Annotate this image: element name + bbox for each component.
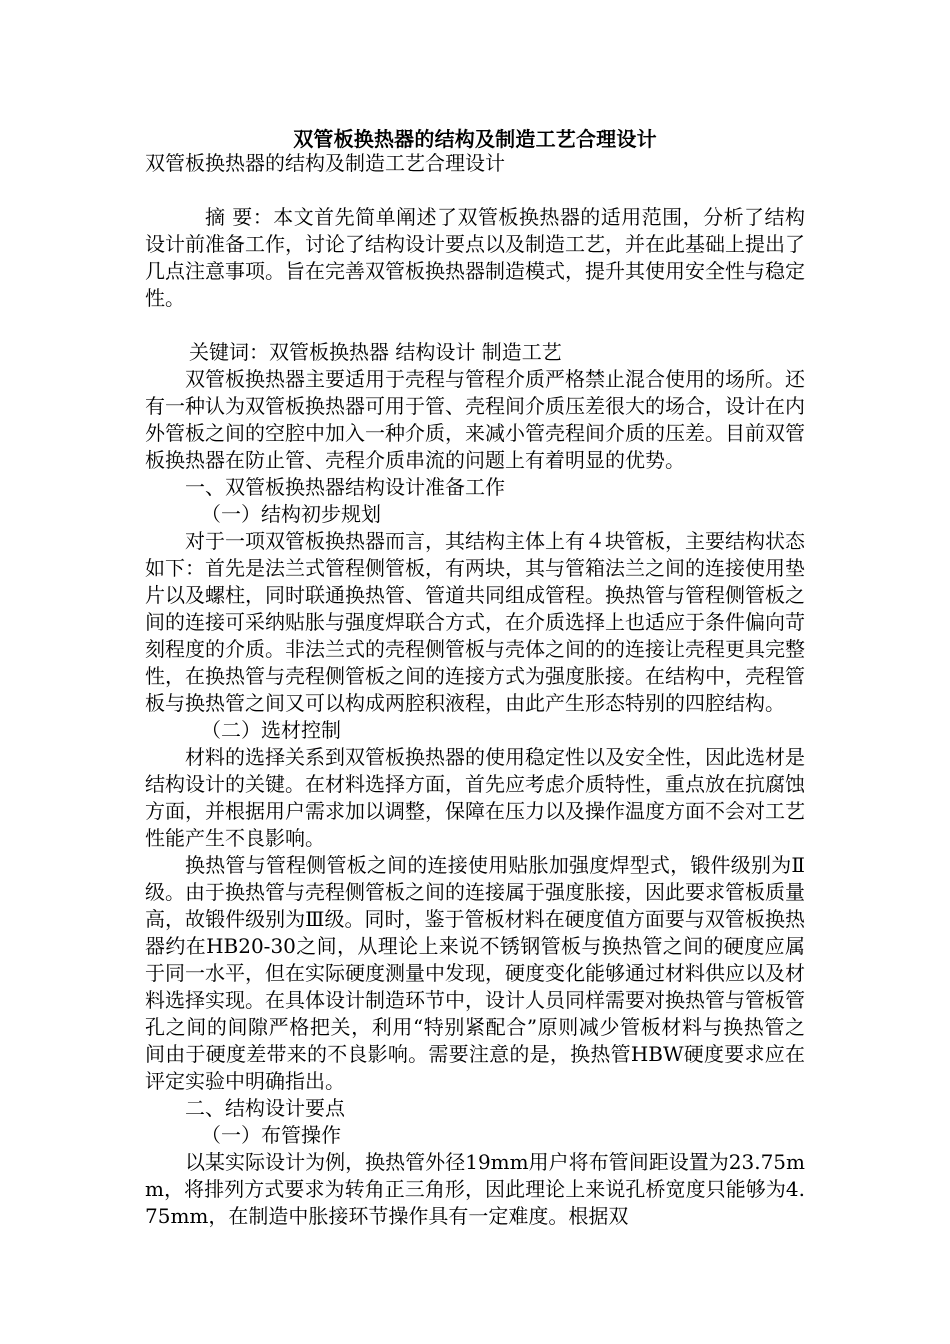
- section-heading: 二、结构设计要点: [185, 1096, 345, 1120]
- document-body: [145, 150, 805, 1230]
- body-paragraph: 以某实际设计为例，换热管外径19mm用户将布管间距设置为23.75mm，将排列方式要求为转角正三角形，因此理论上来说孔桥宽度只能够为4.75mm，在制造中胀接环节操作具有一定难度。根据双: [145, 1150, 805, 1228]
- abstract-paragraph: 摘 要：本文首先简单阐述了双管板换热器的适用范围，分析了结构设计前准备工作，讨论了结构设计要点以及制造工艺，并在此基础上提出了几点注意事项。旨在完善双管板换热器制造模式，提升其使用安全性与稳定性。: [145, 205, 805, 310]
- body-paragraph: 换热管与管程侧管板之间的连接使用贴胀加强度焊型式，锻件级别为Ⅱ级。由于换热管与壳程侧管板之间的连接属于强度胀接，因此要求管板质量高，故锻件级别为Ⅲ级。同时，鉴于管板材料在硬度值方面要与双管板换热器约在HB20-30之间，从理论上来说不锈钢管板与换热管之间的硬度应属于同一水平，但在实际硬度测量中发现，硬度变化能够通过材料供应以及材料选择实现。在具体设计制造环节中，设计人员同样需要对换热管与管板管孔之间的间隙严格把关，利用“特别紧配合”原则减少管板材料与换热管之间由于硬度差带来的不良影响。需要注意的是，换热管HBW硬度要求应在评定实验中明确指出。: [145, 853, 805, 1093]
- subsection-heading: （一）布管操作: [201, 1123, 341, 1147]
- body-paragraph: 对于一项双管板换热器而言，其结构主体上有４块管板，主要结构状态如下：首先是法兰式管程侧管板，有两块，其与管箱法兰之间的连接使用垫片以及螺柱，同时联通换热管、管道共同组成管程。换热管与管程侧管板之间的连接可采纳贴胀与强度焊联合方式，在介质选择上也适应于条件偏向苛刻程度的介质。非法兰式的壳程侧管板与壳体之间的的连接让壳程更具完整性，在换热管与壳程侧管板之间的连接方式为强度胀接。在结构中，壳程管板与换热管之间又可以构成两腔积液程，由此产生形态特别的四腔结构。: [145, 529, 805, 715]
- document-subtitle: 双管板换热器的结构及制造工艺合理设计: [145, 151, 505, 175]
- document-title: 双管板换热器的结构及制造工艺合理设计: [293, 127, 657, 151]
- spacer: [145, 177, 805, 204]
- body-paragraph: 双管板换热器主要适用于壳程与管程介质严格禁止混合使用的场所。还有一种认为双管板换热器可用于管、壳程间介质压差很大的场合，设计在内外管板之间的空腔中加入一种介质，来减小管壳程间介质的压差。目前双管板换热器在防止管、壳程介质串流的问题上有着明显的优势。: [145, 367, 805, 472]
- subsection-heading: （一）结构初步规划: [201, 502, 381, 526]
- subsection-heading: （二）选材控制: [201, 718, 341, 742]
- section-heading: 一、双管板换热器结构设计准备工作: [185, 475, 505, 499]
- keywords-line: 关键词：双管板换热器 结构设计 制造工艺: [189, 340, 562, 364]
- spacer: [145, 312, 805, 339]
- body-paragraph: 材料的选择关系到双管板换热器的使用稳定性以及安全性，因此选材是结构设计的关键。在材料选择方面，首先应考虑介质特性，重点放在抗腐蚀方面，并根据用户需求加以调整，保障在压力以及操作温度方面不会对工艺性能产生不良影响。: [145, 745, 805, 850]
